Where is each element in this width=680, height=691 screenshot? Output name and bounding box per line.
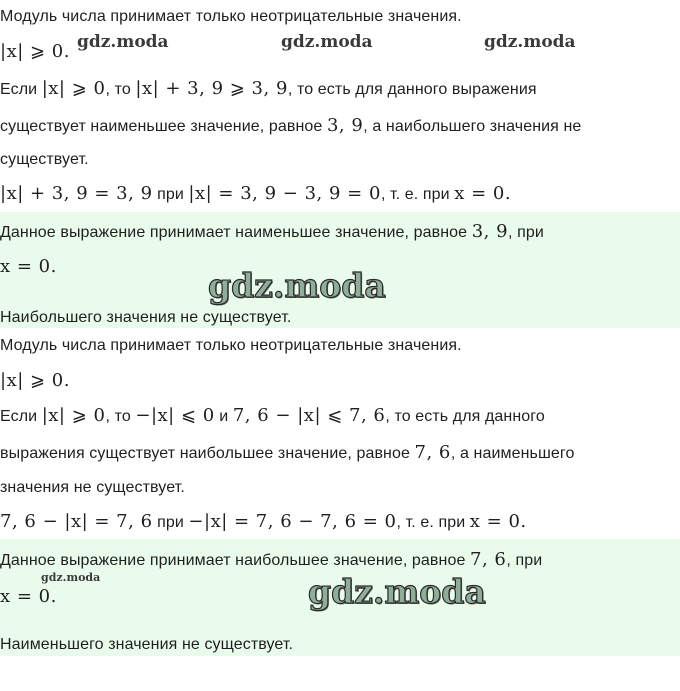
text-line	[0, 183, 511, 204]
math: |x| ⩾ 0	[41, 405, 106, 426]
math: |x| + 3, 9 = 3, 9	[0, 183, 153, 204]
text-line	[0, 405, 545, 426]
math: 7, 6 − |x| = 7, 6	[0, 511, 153, 532]
watermark: gdz.moda	[308, 572, 486, 611]
math-line: |x| ⩾ 0.	[0, 41, 70, 62]
text: Данное выражение принимает наибольшее значение, равное	[0, 552, 470, 569]
math: 7, 6	[470, 549, 507, 570]
watermark: gdz.moda	[77, 32, 169, 52]
math: −|x| = 7, 6 − 7, 6 = 0	[188, 511, 397, 532]
text: Если	[0, 408, 42, 425]
math: x = 0.	[469, 511, 527, 532]
text-line: Модуль числа принимает только неотрицательные значения.	[0, 337, 462, 354]
text: , т. е. при	[396, 514, 470, 531]
text-line	[0, 78, 537, 99]
watermark: gdz.moda	[281, 32, 373, 52]
text-line: Наибольшего значения не существует.	[0, 309, 292, 326]
text: , то есть для данного	[385, 408, 545, 425]
text: , т. е. при	[380, 186, 455, 203]
text-line	[0, 549, 542, 570]
text: и	[214, 408, 233, 425]
math: 7, 6	[414, 442, 451, 463]
text: , то	[105, 81, 136, 98]
math: |x| = 3, 9 − 3, 9 = 0	[188, 183, 381, 204]
text: , а наибольшего значения не	[363, 118, 582, 135]
math: |x| ⩾ 0	[41, 78, 106, 99]
text: , при	[508, 224, 544, 241]
text-line: существует.	[0, 151, 89, 168]
text: Если	[0, 81, 42, 98]
text: , то есть для данного выражения	[287, 81, 537, 98]
math: x = 0.	[454, 183, 512, 204]
text-line: Модуль числа принимает только неотрицательные значения.	[0, 8, 462, 25]
text: Данное выражение принимает наименьшее значение, равное	[0, 224, 472, 241]
text: существует наименьшее значение, равное	[0, 118, 327, 135]
text: при	[152, 514, 189, 531]
text: , при	[506, 552, 543, 569]
text-line	[0, 115, 581, 136]
text: , а наименьшего	[450, 445, 575, 462]
text: выражения существует наибольшее значение, равное	[0, 445, 415, 462]
text-line	[0, 442, 574, 463]
math-line: x = 0.	[0, 586, 57, 607]
math: 7, 6 − |x| ⩽ 7, 6	[232, 405, 386, 426]
math: |x| + 3, 9 ⩾ 3, 9	[135, 78, 288, 99]
math: −|x| ⩽ 0	[135, 405, 215, 426]
math-line: |x| ⩾ 0.	[0, 370, 70, 391]
math-line: x = 0.	[0, 256, 57, 277]
text: при	[152, 186, 189, 203]
text-line	[0, 221, 544, 242]
math: 3, 9	[471, 221, 509, 242]
text-line	[0, 511, 527, 532]
text-line: значения не существует.	[0, 479, 185, 496]
math: 3, 9	[326, 115, 364, 136]
watermark: gdz.moda	[41, 571, 101, 584]
text: , то	[105, 408, 136, 425]
text-line: Наименьшего значения не существует.	[0, 636, 294, 653]
watermark: gdz.moda	[484, 32, 576, 52]
watermark: gdz.moda	[208, 266, 386, 305]
